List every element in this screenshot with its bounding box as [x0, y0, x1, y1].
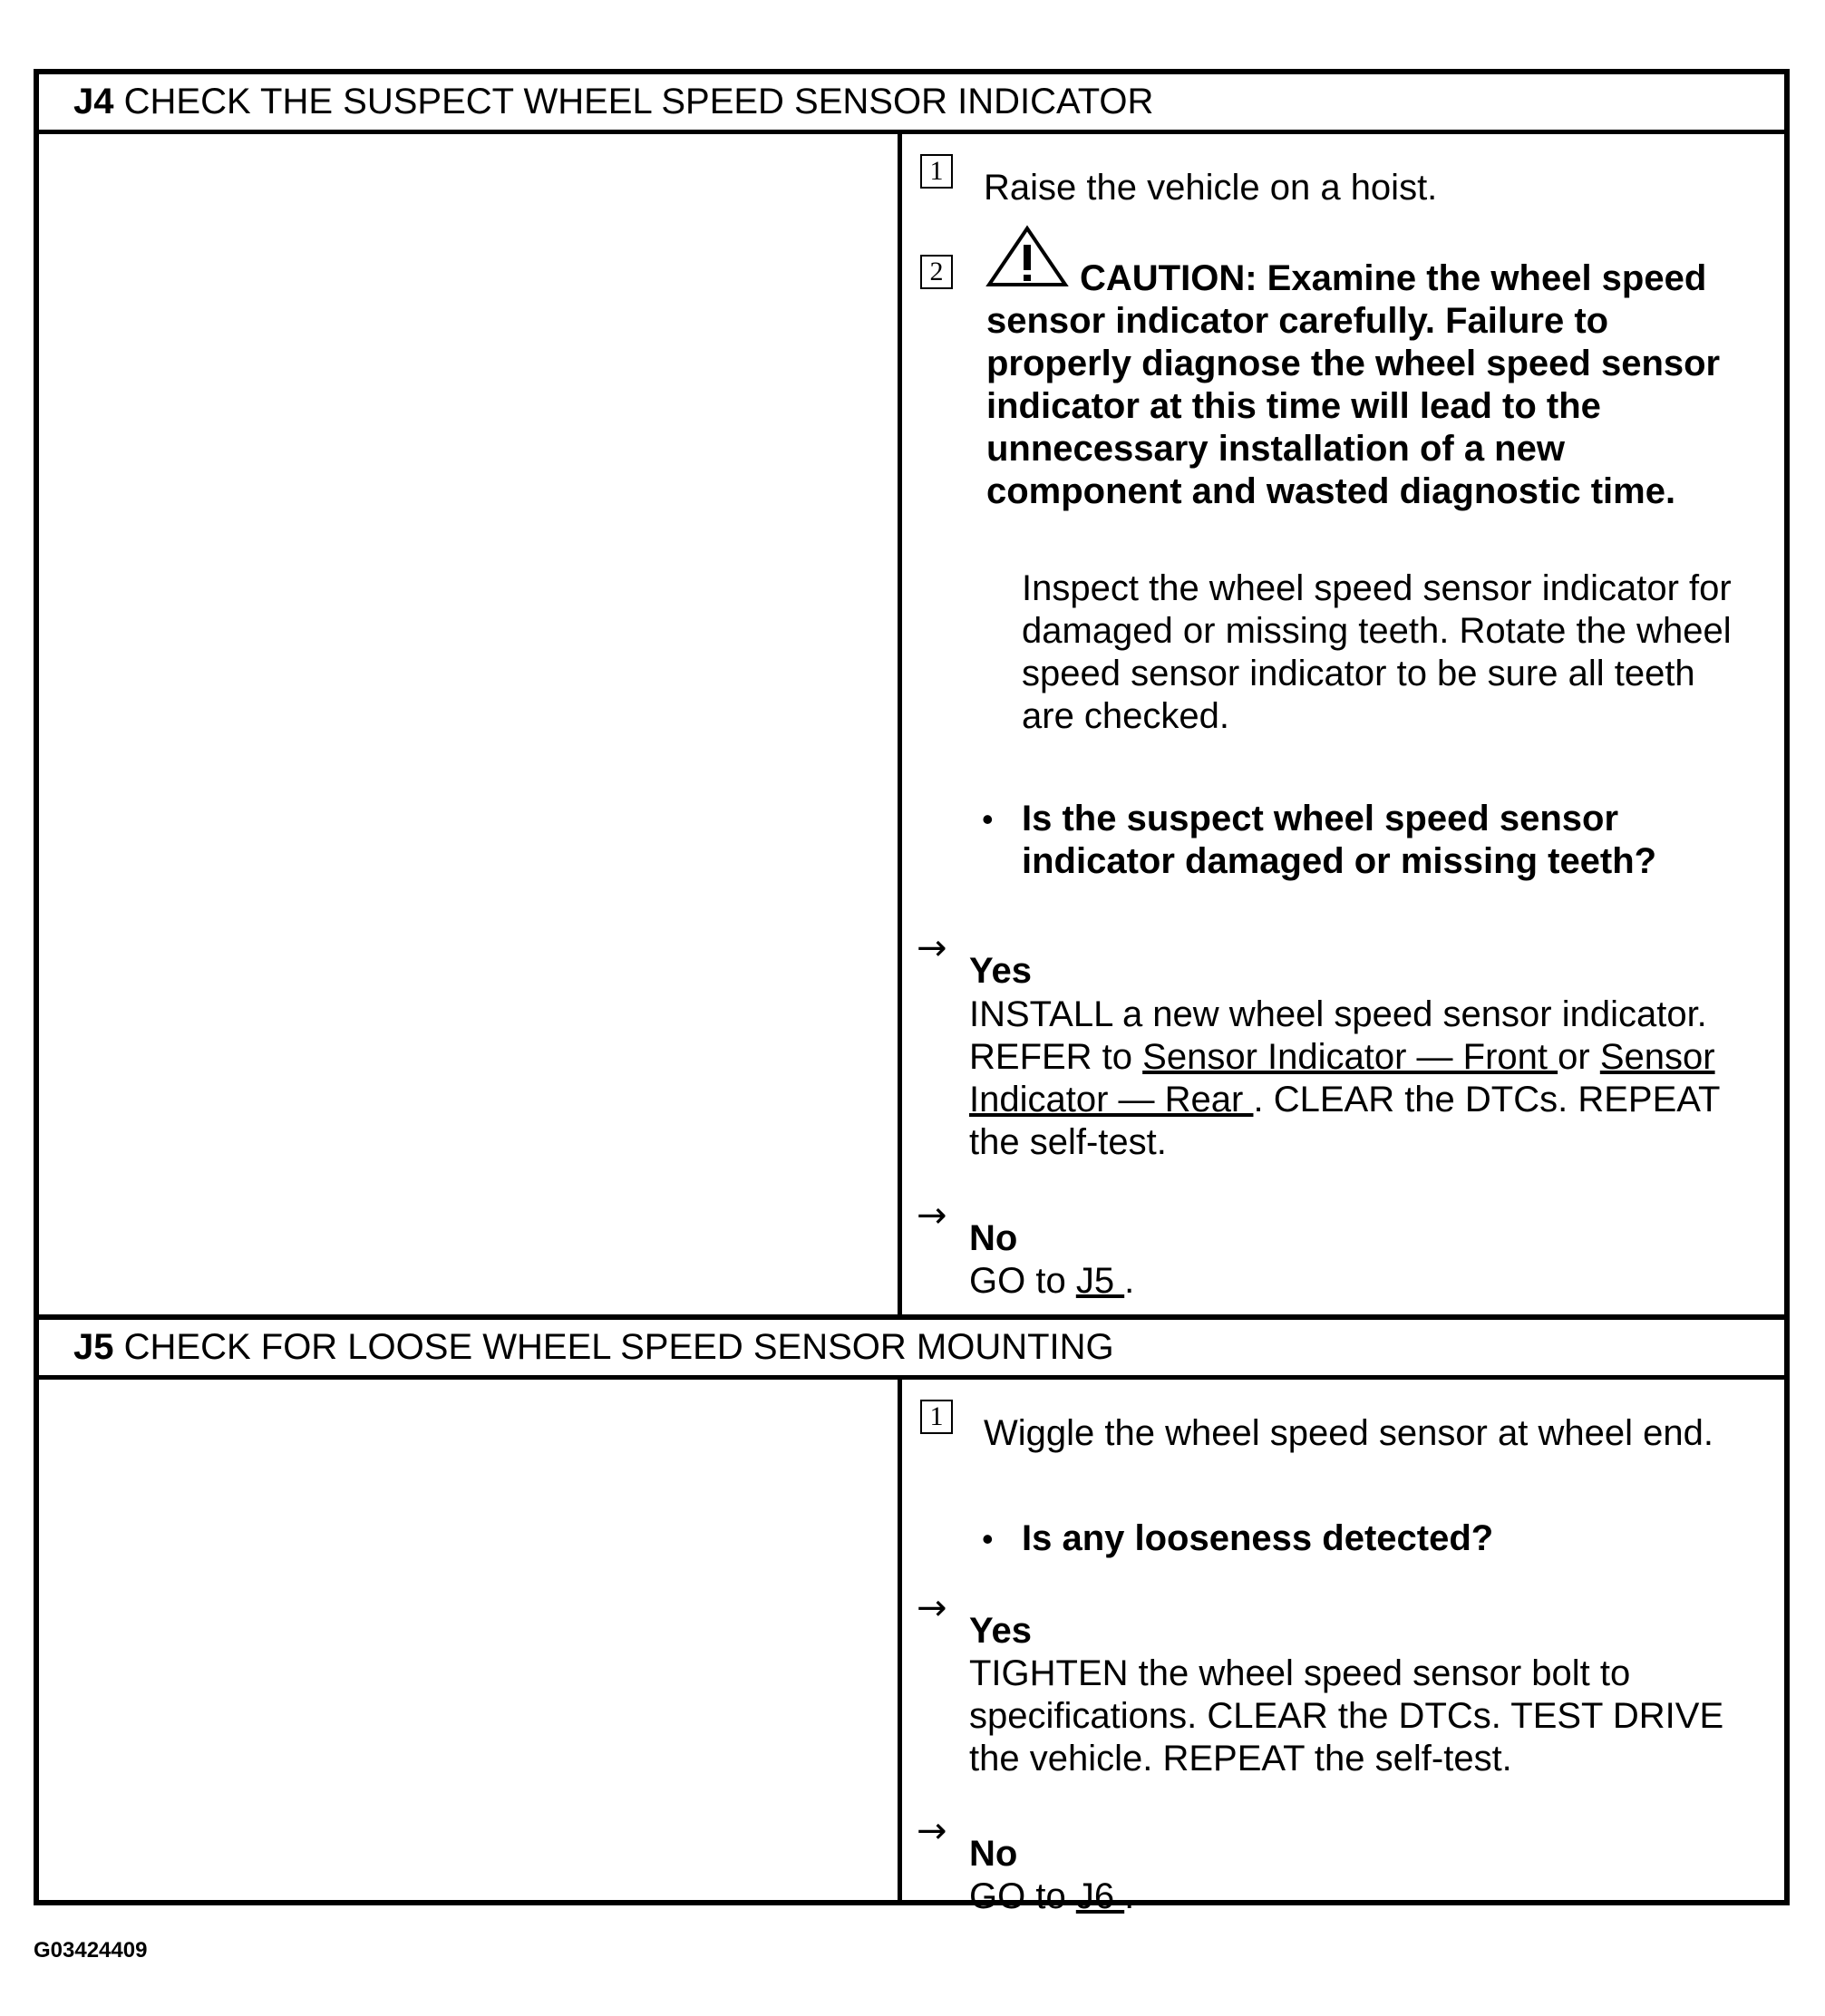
go-to-text: GO to [969, 1876, 1076, 1916]
caution-line: component and wasted diagnostic time. [986, 471, 1676, 511]
step-number-box: 1 [920, 1400, 953, 1434]
j5-step1-text: Wiggle the wheel speed sensor at wheel end. [984, 1413, 1713, 1453]
j5-instructions-cell [902, 1380, 1784, 1916]
j5-illustration-cell [39, 1380, 898, 1900]
clear-dtc-text: . CLEAR the DTCs. REPEAT [1253, 1080, 1721, 1119]
inspect-line: Inspect the wheel speed sensor indicator for [1022, 568, 1732, 608]
j4-yes-text: INSTALL a new wheel speed sensor indicator. [969, 994, 1707, 1034]
procedure-table [34, 69, 1790, 1916]
go-to-text: GO to [969, 1261, 1076, 1301]
arrow-right-icon: → [917, 1195, 947, 1236]
inspect-line: speed sensor indicator to be sure all teeth [1022, 654, 1695, 693]
sensor-indicator-rear-link[interactable]: Sensor [1599, 1037, 1715, 1077]
sensor-indicator-front-link[interactable]: Sensor Indicator — Front [1142, 1037, 1558, 1077]
inspect-line: damaged or missing teeth. Rotate the wheel [1022, 611, 1732, 651]
j4-illustration-cell [39, 134, 898, 1314]
arrow-right-icon: → [917, 1587, 947, 1629]
j6-link[interactable]: J6 [1075, 1876, 1125, 1916]
warning-triangle-icon [985, 225, 1069, 290]
j4-yes-label: Yes [969, 951, 1032, 991]
step-number-box: 1 [920, 154, 953, 189]
section-title-j4: CHECK THE SUSPECT WHEEL SPEED SENSOR INDICATOR [123, 82, 1154, 121]
j4-step1-text: Raise the vehicle on a hoist. [984, 168, 1438, 208]
arrow-right-icon: → [917, 1810, 947, 1852]
section-header-j5 [39, 1320, 1784, 1380]
section-title-j5: CHECK FOR LOOSE WHEEL SPEED SENSOR MOUNTING [123, 1327, 1114, 1367]
sensor-indicator-rear-link-cont[interactable]: Indicator — Rear [969, 1080, 1254, 1119]
period-text: . [1124, 1261, 1135, 1301]
j4-yes-text: the self-test. [969, 1122, 1167, 1162]
j5-question: Is any looseness detected? [1022, 1518, 1494, 1558]
or-text: or [1558, 1037, 1600, 1077]
step-number-box: 2 [920, 255, 953, 289]
j4-yes-rear-line [969, 1079, 1720, 1121]
j5-no-label: No [969, 1834, 1018, 1874]
section-code-j4: J4 [73, 82, 114, 121]
arrow-right-icon: → [917, 927, 947, 969]
j5-yes-text: specifications. CLEAR the DTCs. TEST DRIVE [969, 1696, 1724, 1736]
j4-question-line: Is the suspect wheel speed sensor [1022, 799, 1619, 838]
figure-id: G03424409 [34, 1938, 148, 1963]
refer-text: REFER to [969, 1037, 1143, 1077]
bullet-icon: • [982, 1520, 994, 1557]
caution-line: sensor indicator carefully. Failure to [986, 301, 1609, 341]
caution-line: unnecessary installation of a new [986, 429, 1565, 469]
section-header-j4 [39, 74, 1784, 134]
bullet-icon: • [982, 800, 994, 838]
j5-yes-label: Yes [969, 1611, 1032, 1651]
j5-yes-text: the vehicle. REPEAT the self-test. [969, 1739, 1512, 1779]
section-code-j5: J5 [73, 1327, 114, 1367]
j5-yes-text: TIGHTEN the wheel speed sensor bolt to [969, 1653, 1631, 1693]
j5-no-line [969, 1875, 1134, 1918]
caution-line: properly diagnose the wheel speed sensor [986, 344, 1721, 383]
caution-line: indicator at this time will lead to the [986, 386, 1601, 426]
period-text: . [1124, 1876, 1135, 1916]
j4-instructions-cell [902, 134, 1784, 1314]
j4-no-label: No [969, 1218, 1018, 1258]
j4-yes-refer-line [969, 1036, 1715, 1079]
caution-line: CAUTION: Examine the wheel speed [1080, 258, 1707, 298]
inspect-line: are checked. [1022, 696, 1230, 736]
j4-question-line: indicator damaged or missing teeth? [1022, 841, 1657, 881]
j5-link[interactable]: J5 [1075, 1261, 1125, 1301]
j4-no-line [969, 1260, 1134, 1303]
